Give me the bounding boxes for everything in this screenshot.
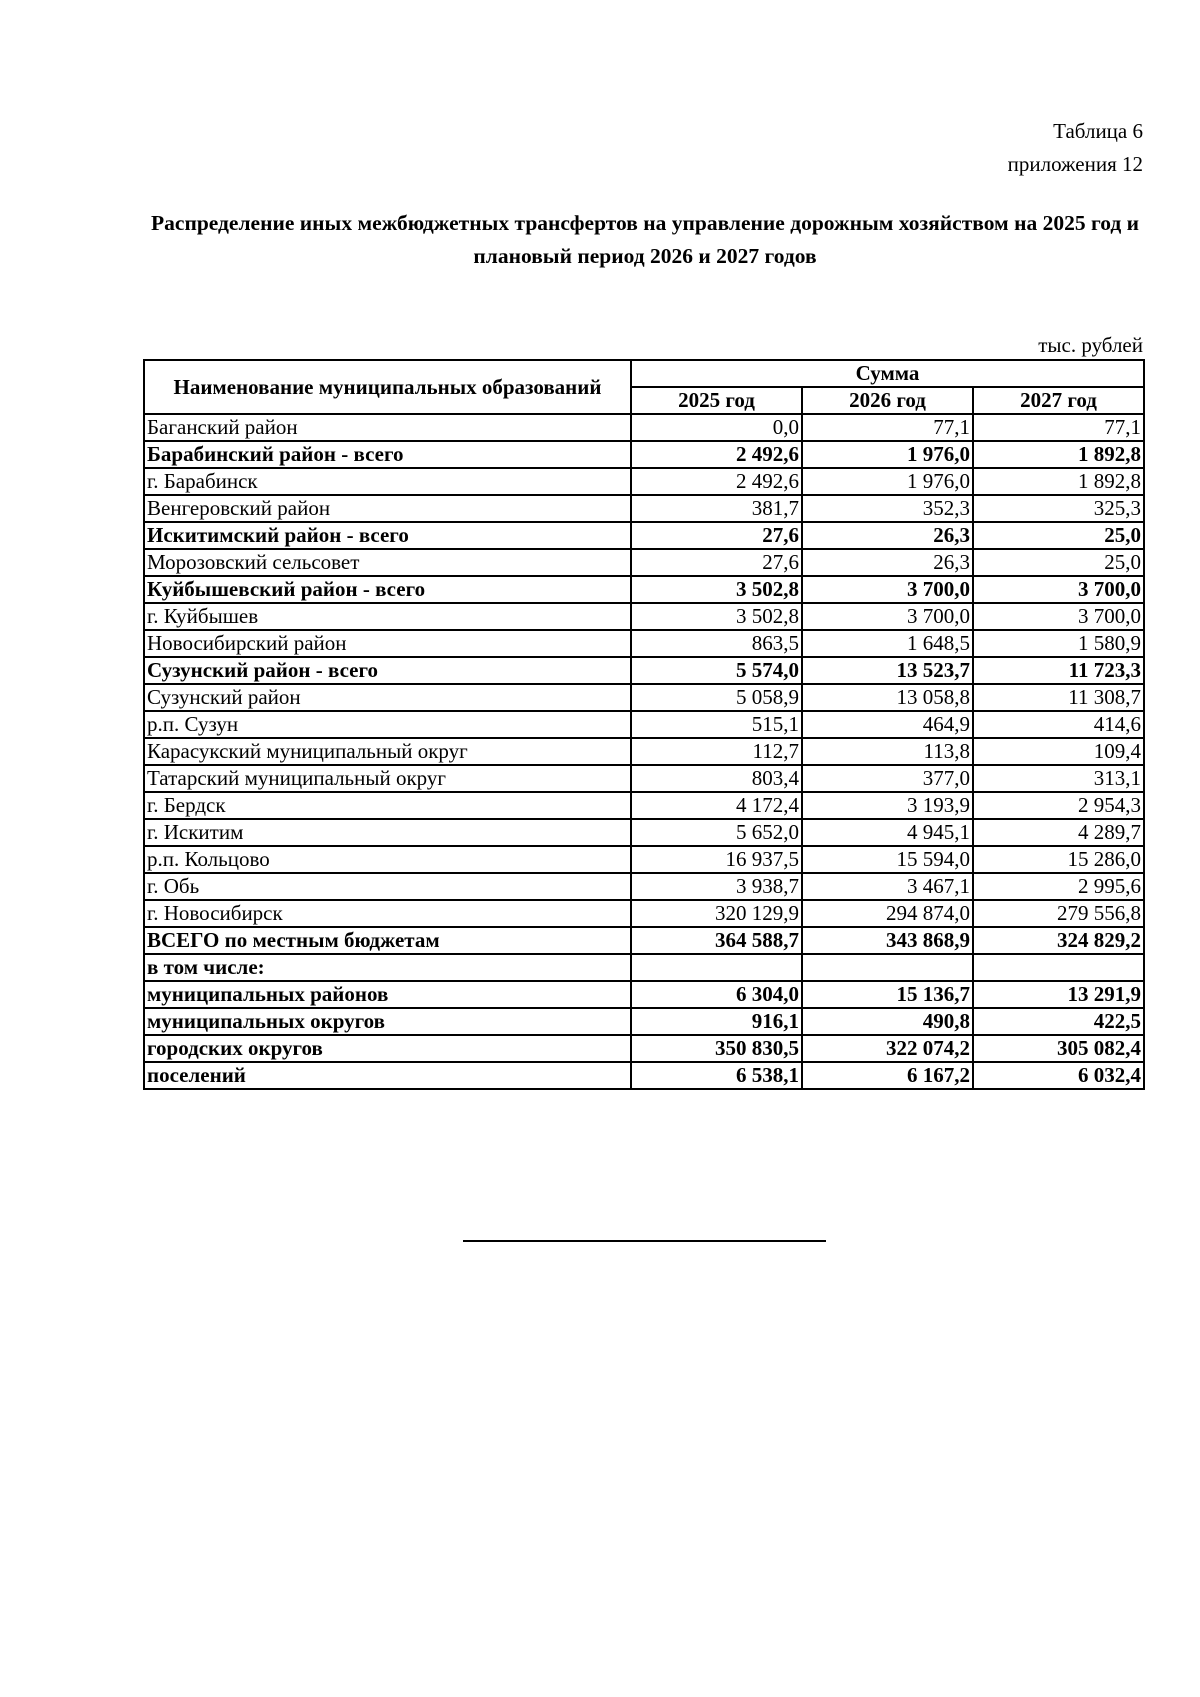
row-value-2027: 13 291,9 xyxy=(973,981,1144,1008)
row-municipality-name: Барабинский район - всего xyxy=(144,441,631,468)
row-value-2025: 16 937,5 xyxy=(631,846,802,873)
row-value-2026: 77,1 xyxy=(802,414,973,441)
row-value-2027: 25,0 xyxy=(973,522,1144,549)
row-value-2025: 2 492,6 xyxy=(631,468,802,495)
row-value-2026: 6 167,2 xyxy=(802,1062,973,1089)
document-title: Распределение иных межбюджетных трансфертов на управление дорожным хозяйством на 2025 год и плановый период 2026 и 2027 годов xyxy=(151,211,1139,268)
table-row xyxy=(144,603,1144,630)
row-value-2027: 15 286,0 xyxy=(973,846,1144,873)
row-value-2025: 320 129,9 xyxy=(631,900,802,927)
row-value-2026: 3 193,9 xyxy=(802,792,973,819)
row-municipality-name: муниципальных округов xyxy=(144,1008,631,1035)
row-value-2025: 0,0 xyxy=(631,414,802,441)
row-value-2026: 1 648,5 xyxy=(802,630,973,657)
row-value-2026: 113,8 xyxy=(802,738,973,765)
closing-separator-line xyxy=(463,1240,826,1242)
row-value-2027: 324 829,2 xyxy=(973,927,1144,954)
row-municipality-name: ВСЕГО по местным бюджетам xyxy=(144,927,631,954)
table-row xyxy=(144,792,1144,819)
row-value-2026: 377,0 xyxy=(802,765,973,792)
row-value-2027: 1 892,8 xyxy=(973,441,1144,468)
row-value-2026: 4 945,1 xyxy=(802,819,973,846)
table-row xyxy=(144,414,1144,441)
table-row xyxy=(144,630,1144,657)
row-value-2027: 325,3 xyxy=(973,495,1144,522)
row-municipality-name: Татарский муниципальный округ xyxy=(144,765,631,792)
row-value-2026: 15 594,0 xyxy=(802,846,973,873)
row-value-2025: 6 304,0 xyxy=(631,981,802,1008)
table-row xyxy=(144,846,1144,873)
row-value-2026: 294 874,0 xyxy=(802,900,973,927)
row-municipality-name: р.п. Сузун xyxy=(144,711,631,738)
row-value-2027: 2 954,3 xyxy=(973,792,1144,819)
row-municipality-name: Баганский район xyxy=(144,414,631,441)
row-value-2026: 3 700,0 xyxy=(802,603,973,630)
row-value-2025: 5 058,9 xyxy=(631,684,802,711)
table-row xyxy=(144,576,1144,603)
row-value-2027: 25,0 xyxy=(973,549,1144,576)
row-municipality-name: р.п. Кольцово xyxy=(144,846,631,873)
row-value-2026: 13 523,7 xyxy=(802,657,973,684)
row-value-2026: 13 058,8 xyxy=(802,684,973,711)
row-municipality-name: городских округов xyxy=(144,1035,631,1062)
row-value-2027: 305 082,4 xyxy=(973,1035,1144,1062)
row-value-2025: 515,1 xyxy=(631,711,802,738)
table-row xyxy=(144,738,1144,765)
row-value-2027: 313,1 xyxy=(973,765,1144,792)
header-year-2027: 2027 год xyxy=(973,387,1144,414)
row-value-2025: 112,7 xyxy=(631,738,802,765)
table-row xyxy=(144,927,1144,954)
row-value-2026: 464,9 xyxy=(802,711,973,738)
row-value-2025 xyxy=(631,954,802,981)
row-value-2025: 381,7 xyxy=(631,495,802,522)
row-value-2026 xyxy=(802,954,973,981)
row-value-2025: 863,5 xyxy=(631,630,802,657)
unit-label: тыс. рублей xyxy=(1038,333,1143,357)
row-value-2026: 3 700,0 xyxy=(802,576,973,603)
header-municipality-name: Наименование муниципальных образований xyxy=(144,360,631,414)
row-value-2025: 4 172,4 xyxy=(631,792,802,819)
row-value-2025: 3 502,8 xyxy=(631,603,802,630)
row-municipality-name: г. Обь xyxy=(144,873,631,900)
transfers-table xyxy=(143,359,1145,1090)
table-row xyxy=(144,954,1144,981)
row-value-2025: 6 538,1 xyxy=(631,1062,802,1089)
row-value-2027: 279 556,8 xyxy=(973,900,1144,927)
row-value-2027: 3 700,0 xyxy=(973,603,1144,630)
table-reference-number: Таблица 6 xyxy=(1053,119,1143,143)
table-row xyxy=(144,657,1144,684)
table-row xyxy=(144,495,1144,522)
row-value-2025: 2 492,6 xyxy=(631,441,802,468)
row-value-2026: 1 976,0 xyxy=(802,441,973,468)
row-value-2025: 5 652,0 xyxy=(631,819,802,846)
table-row xyxy=(144,873,1144,900)
row-municipality-name: Карасукский муниципальный округ xyxy=(144,738,631,765)
row-value-2027: 11 723,3 xyxy=(973,657,1144,684)
table-row xyxy=(144,1062,1144,1089)
table-row xyxy=(144,765,1144,792)
row-municipality-name: в том числе: xyxy=(144,954,631,981)
row-value-2025: 350 830,5 xyxy=(631,1035,802,1062)
row-municipality-name: поселений xyxy=(144,1062,631,1089)
appendix-reference: приложения 12 xyxy=(1007,152,1143,176)
row-value-2026: 343 868,9 xyxy=(802,927,973,954)
row-municipality-name: Сузунский район xyxy=(144,684,631,711)
row-value-2026: 3 467,1 xyxy=(802,873,973,900)
row-value-2027: 3 700,0 xyxy=(973,576,1144,603)
row-value-2027: 2 995,6 xyxy=(973,873,1144,900)
row-value-2025: 5 574,0 xyxy=(631,657,802,684)
row-value-2026: 322 074,2 xyxy=(802,1035,973,1062)
row-value-2027: 422,5 xyxy=(973,1008,1144,1035)
row-municipality-name: Искитимский район - всего xyxy=(144,522,631,549)
table-row xyxy=(144,711,1144,738)
row-value-2027: 4 289,7 xyxy=(973,819,1144,846)
row-value-2027: 77,1 xyxy=(973,414,1144,441)
row-value-2025: 3 938,7 xyxy=(631,873,802,900)
row-value-2025: 916,1 xyxy=(631,1008,802,1035)
row-value-2026: 15 136,7 xyxy=(802,981,973,1008)
row-municipality-name: г. Бердск xyxy=(144,792,631,819)
table-row xyxy=(144,684,1144,711)
table-row xyxy=(144,819,1144,846)
header-year-2026: 2026 год xyxy=(802,387,973,414)
row-municipality-name: г. Новосибирск xyxy=(144,900,631,927)
table-row xyxy=(144,468,1144,495)
header-year-2025: 2025 год xyxy=(631,387,802,414)
row-value-2025: 27,6 xyxy=(631,522,802,549)
row-value-2026: 490,8 xyxy=(802,1008,973,1035)
row-value-2025: 364 588,7 xyxy=(631,927,802,954)
row-municipality-name: Сузунский район - всего xyxy=(144,657,631,684)
table-row xyxy=(144,1035,1144,1062)
row-municipality-name: Венгеровский район xyxy=(144,495,631,522)
row-municipality-name: г. Барабинск xyxy=(144,468,631,495)
row-value-2027: 414,6 xyxy=(973,711,1144,738)
table-row xyxy=(144,441,1144,468)
row-municipality-name: Морозовский сельсовет xyxy=(144,549,631,576)
row-value-2027: 1 892,8 xyxy=(973,468,1144,495)
row-municipality-name: муниципальных районов xyxy=(144,981,631,1008)
row-value-2027: 1 580,9 xyxy=(973,630,1144,657)
row-municipality-name: Куйбышевский район - всего xyxy=(144,576,631,603)
row-municipality-name: г. Куйбышев xyxy=(144,603,631,630)
table-row xyxy=(144,1008,1144,1035)
row-value-2027: 6 032,4 xyxy=(973,1062,1144,1089)
row-value-2027: 109,4 xyxy=(973,738,1144,765)
table-row xyxy=(144,549,1144,576)
row-municipality-name: Новосибирский район xyxy=(144,630,631,657)
row-value-2026: 26,3 xyxy=(802,522,973,549)
header-sum: Сумма xyxy=(631,360,1144,387)
row-value-2025: 3 502,8 xyxy=(631,576,802,603)
table-body xyxy=(144,414,1144,1089)
row-value-2025: 803,4 xyxy=(631,765,802,792)
table-row xyxy=(144,981,1144,1008)
row-value-2026: 352,3 xyxy=(802,495,973,522)
row-municipality-name: г. Искитим xyxy=(144,819,631,846)
row-value-2025: 27,6 xyxy=(631,549,802,576)
row-value-2026: 1 976,0 xyxy=(802,468,973,495)
row-value-2027 xyxy=(973,954,1144,981)
row-value-2027: 11 308,7 xyxy=(973,684,1144,711)
table-row xyxy=(144,522,1144,549)
row-value-2026: 26,3 xyxy=(802,549,973,576)
table-row xyxy=(144,900,1144,927)
